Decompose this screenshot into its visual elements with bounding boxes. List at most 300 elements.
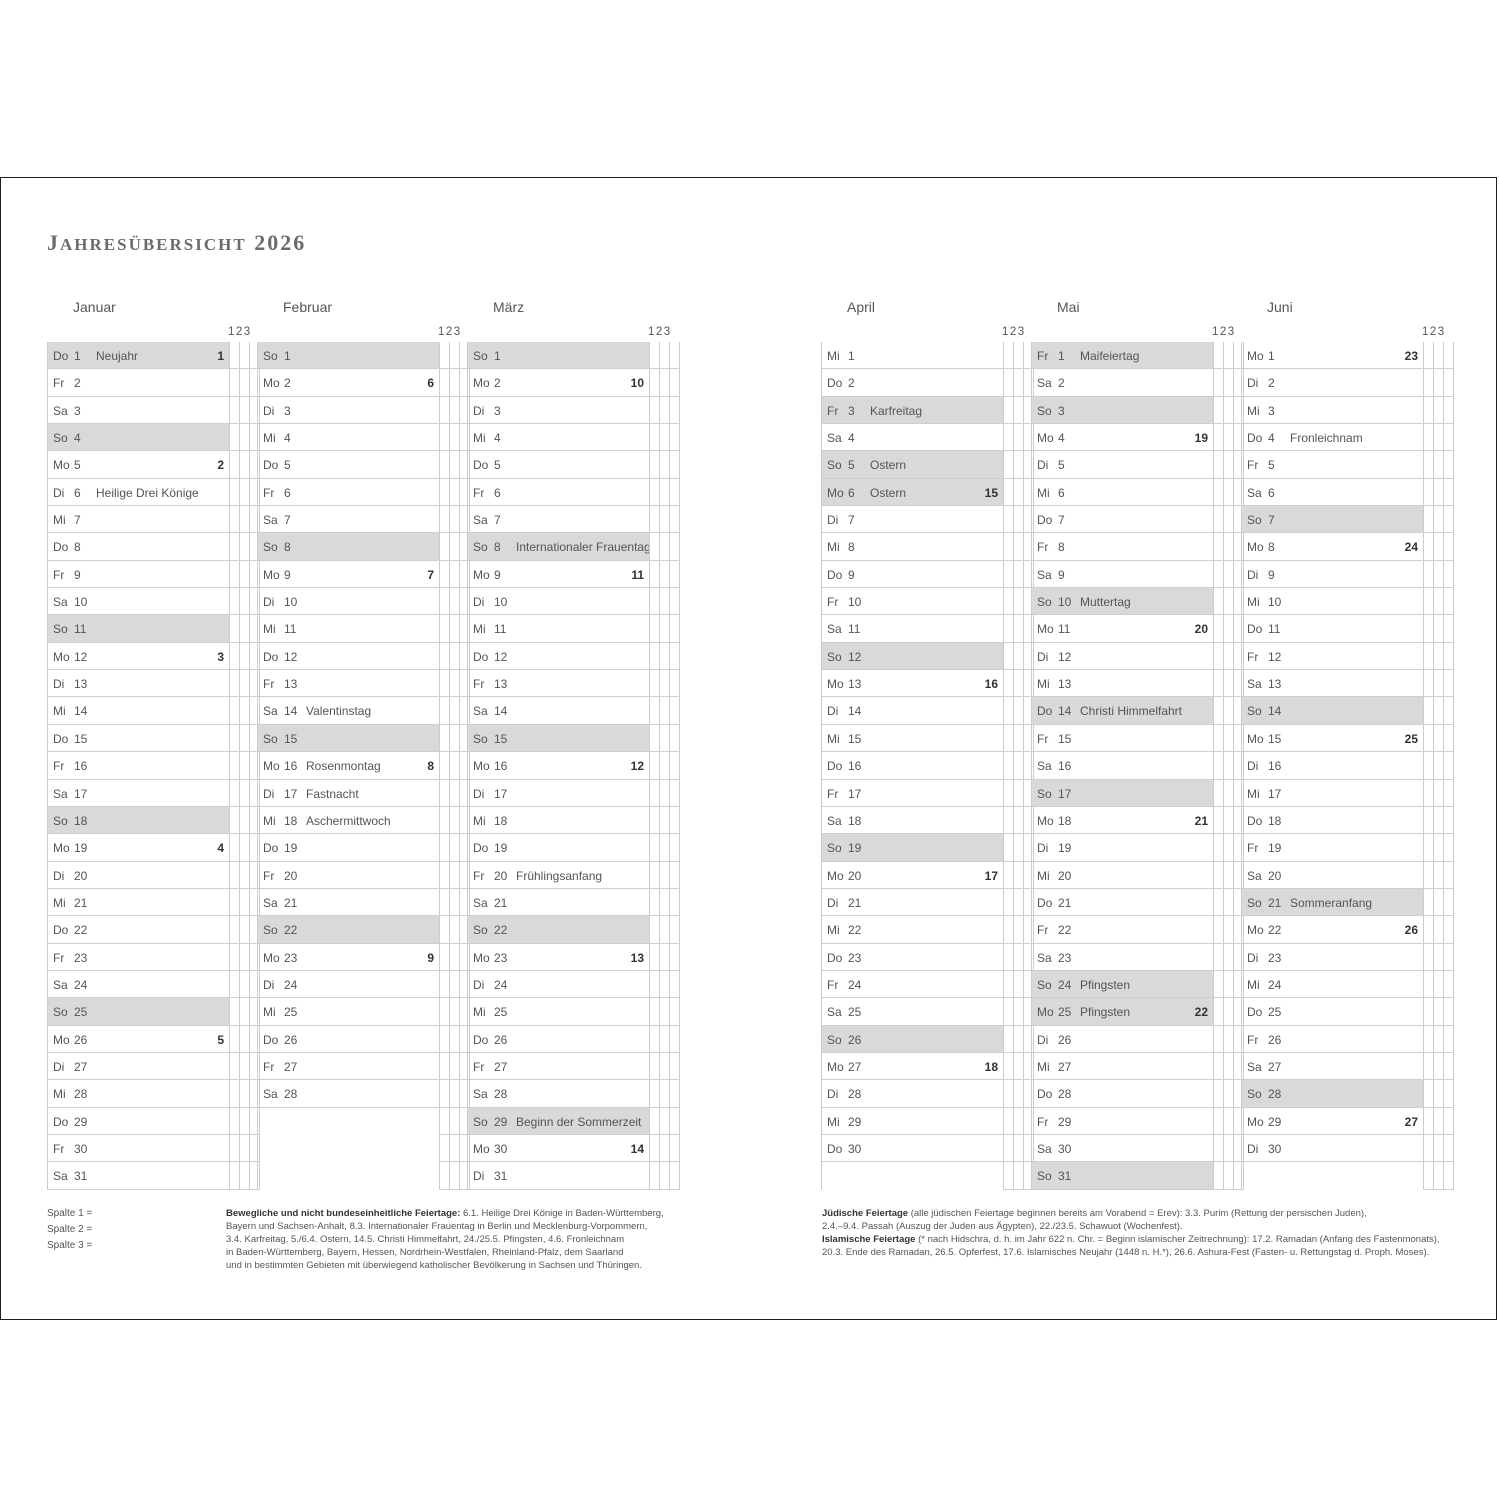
day-number: 26: [1268, 1032, 1282, 1047]
day-row: [1032, 1080, 1242, 1107]
day-cell: [1242, 615, 1423, 642]
note-column-3: [669, 561, 680, 588]
weekday: Mo: [1037, 1005, 1054, 1020]
day-number: 5: [1058, 458, 1065, 473]
month-name: März: [493, 299, 525, 315]
weekday: Di: [473, 595, 485, 610]
note-column-3: [1443, 1135, 1454, 1162]
day-cell: [1032, 697, 1213, 724]
note-column-3: [669, 998, 680, 1025]
note-column-3: [1443, 479, 1454, 506]
day-row: [1242, 369, 1452, 396]
note-column-3: [1443, 1053, 1454, 1080]
weekday: Sa: [263, 704, 278, 719]
weekday: Fr: [1037, 540, 1049, 555]
weekday: Do: [263, 649, 279, 664]
note-column-3: [1443, 971, 1454, 998]
weekday: Fr: [827, 977, 839, 992]
month-name: Februar: [283, 299, 333, 315]
day-cell: [822, 780, 1003, 807]
day-number: 6: [1058, 485, 1065, 500]
day-number: 24: [494, 977, 508, 992]
week-number: 2: [217, 458, 224, 473]
day-cell: [48, 725, 229, 752]
column-numbers: 123: [1212, 326, 1236, 338]
day-cell: [258, 1108, 439, 1134]
day-number: 9: [848, 567, 855, 582]
day-row: [822, 424, 1032, 451]
weekday: Di: [263, 786, 275, 801]
weekday: Mi: [263, 813, 276, 828]
day-row: [1032, 424, 1242, 451]
weekday: Do: [827, 950, 843, 965]
day-number: 3: [74, 403, 81, 418]
notes-left-line: in Baden-Württemberg, Bayern, Hessen, Nordrhein-Westfalen, Rheinland-Pfalz, dem Saarland: [226, 1247, 624, 1258]
weekday: Mo: [473, 950, 490, 965]
day-row: [258, 533, 468, 560]
weekday: Di: [827, 1087, 839, 1102]
day-number: 20: [494, 868, 508, 883]
weekday: Mi: [827, 1114, 840, 1129]
day-row: [48, 479, 258, 506]
weekday: Do: [827, 1141, 843, 1156]
day-cell: [468, 1026, 649, 1053]
day-number: 28: [848, 1087, 862, 1102]
day-cell: [468, 944, 649, 971]
note-column-3: [1443, 561, 1454, 588]
weekday: Do: [1037, 704, 1053, 719]
day-number: 21: [494, 895, 508, 910]
day-number: 18: [1058, 813, 1072, 828]
weekday: So: [827, 1032, 842, 1047]
day-number: 3: [1058, 403, 1065, 418]
day-row: [468, 944, 678, 971]
day-number: 9: [74, 567, 81, 582]
weekday: Sa: [263, 513, 278, 528]
day-cell: [1242, 1080, 1423, 1107]
day-row: [468, 1108, 678, 1135]
week-number: 5: [217, 1032, 224, 1047]
holiday-label: Maifeiertag: [1080, 349, 1140, 363]
weekday: Sa: [53, 977, 68, 992]
day-number: 23: [74, 950, 88, 965]
weekday: Do: [53, 731, 69, 746]
day-row: [258, 1162, 468, 1189]
day-cell: [468, 807, 649, 834]
weekday: Do: [1037, 895, 1053, 910]
legend-col-2: Spalte 2 =: [47, 1224, 93, 1235]
note-column-3: [1443, 862, 1454, 889]
weekday: Di: [1247, 759, 1259, 774]
day-number: 15: [284, 731, 298, 746]
day-number: 5: [1268, 458, 1275, 473]
weekday: Fr: [827, 595, 839, 610]
day-cell: [1242, 780, 1423, 807]
day-number: 18: [494, 813, 508, 828]
day-row: [258, 944, 468, 971]
day-row: [48, 670, 258, 697]
day-row: [48, 889, 258, 916]
day-number: 20: [284, 868, 298, 883]
day-cell: [822, 1108, 1003, 1135]
weekday: Fr: [473, 677, 485, 692]
day-row: [1032, 807, 1242, 834]
note-column-3: [1443, 998, 1454, 1025]
day-cell: [822, 397, 1003, 424]
day-row: [822, 561, 1032, 588]
day-cell: [48, 342, 229, 369]
day-row: [258, 506, 468, 533]
day-number: 3: [848, 403, 855, 418]
day-cell: [258, 1162, 439, 1188]
day-number: 19: [1058, 841, 1072, 856]
month-mai: [1031, 299, 1241, 1192]
day-number: 29: [74, 1114, 88, 1129]
day-row: [1032, 479, 1242, 506]
day-number: 22: [848, 923, 862, 938]
note-column-3: [669, 697, 680, 724]
day-number: 15: [1058, 731, 1072, 746]
weekday: Do: [1247, 431, 1263, 446]
day-number: 10: [74, 595, 88, 610]
day-row: [48, 643, 258, 670]
note-column-3: [1443, 369, 1454, 396]
weekday: Mi: [1247, 595, 1260, 610]
week-number: 23: [1404, 349, 1418, 363]
day-row: [1242, 588, 1452, 615]
day-number: 28: [74, 1087, 88, 1102]
day-number: 7: [494, 513, 501, 528]
day-cell: [822, 369, 1003, 396]
weekday: Fr: [827, 403, 839, 418]
day-row: [1242, 533, 1452, 560]
day-number: 27: [494, 1059, 508, 1074]
weekday: Sa: [263, 895, 278, 910]
day-row: [1242, 397, 1452, 424]
day-number: 7: [1268, 513, 1275, 528]
day-cell: [1032, 944, 1213, 971]
day-number: 25: [74, 1005, 88, 1020]
day-number: 17: [284, 786, 298, 801]
weekday: Mi: [53, 513, 66, 528]
day-number: 25: [494, 1005, 508, 1020]
weekday: Di: [53, 1059, 65, 1074]
weekday: Sa: [473, 513, 488, 528]
day-row: [1032, 697, 1242, 724]
weekday: Mi: [1247, 403, 1260, 418]
day-number: 24: [284, 977, 298, 992]
day-row: [468, 1162, 678, 1189]
day-row: [822, 834, 1032, 861]
day-cell: [822, 615, 1003, 642]
day-row: [468, 342, 678, 369]
day-cell: [1242, 424, 1423, 451]
day-cell: [822, 670, 1003, 697]
day-number: 11: [494, 622, 507, 637]
week-number: 11: [631, 567, 644, 582]
day-row: [468, 780, 678, 807]
weekday: Sa: [1037, 567, 1052, 582]
weekday: Di: [473, 403, 485, 418]
day-cell: [822, 506, 1003, 533]
day-number: 13: [848, 677, 862, 692]
day-number: 5: [74, 458, 81, 473]
weekday: Mi: [1037, 485, 1050, 500]
day-row: [822, 643, 1032, 670]
weekday: Mo: [263, 567, 280, 582]
day-cell: [1032, 615, 1213, 642]
year-overview-page: [0, 177, 1497, 1320]
day-row: [1032, 780, 1242, 807]
weekday: Do: [53, 923, 69, 938]
day-number: 18: [284, 813, 298, 828]
note-column-3: [1443, 834, 1454, 861]
weekday: Do: [53, 540, 69, 555]
day-number: 24: [1268, 977, 1282, 992]
day-cell: [48, 971, 229, 998]
notes-left-line: Bayern und Sachsen-Anhalt, 8.3. Internationaler Frauentag in Berlin und Mecklenburg-Vorpommern,: [226, 1221, 648, 1232]
day-row: [258, 342, 468, 369]
day-number: 10: [1058, 595, 1072, 610]
day-number: 10: [494, 595, 508, 610]
day-cell: [48, 889, 229, 916]
day-grid: [467, 342, 678, 1190]
day-cell: [48, 424, 229, 451]
day-row: [1032, 862, 1242, 889]
weekday: Di: [1037, 649, 1049, 664]
month-name: April: [847, 299, 876, 315]
day-cell: [48, 1080, 229, 1107]
day-row: [258, 1080, 468, 1107]
weekday: Fr: [1247, 841, 1259, 856]
weekday: Di: [1247, 567, 1259, 582]
day-row: [1242, 862, 1452, 889]
day-row: [1032, 1053, 1242, 1080]
notes-right-line: (alle jüdischen Feiertage beginnen bereits am Vorabend = Erev): 3.3. Purim (Rettung der persischen Juden),: [908, 1208, 1367, 1219]
day-row: [822, 533, 1032, 560]
day-row: [258, 971, 468, 998]
day-number: 4: [494, 431, 501, 446]
day-grid: [47, 342, 258, 1190]
day-row: [822, 1080, 1032, 1107]
day-cell: [48, 1162, 229, 1189]
day-number: 8: [494, 540, 501, 555]
holiday-notes-left: [226, 1207, 664, 1272]
day-row: [822, 1053, 1032, 1080]
week-number: 12: [630, 759, 644, 774]
day-cell: [48, 506, 229, 533]
week-number: 26: [1404, 923, 1418, 938]
day-cell: [1032, 1080, 1213, 1107]
day-number: 4: [848, 431, 855, 446]
day-cell: [822, 916, 1003, 943]
day-cell: [822, 725, 1003, 752]
note-column-3: [669, 725, 680, 752]
day-cell: [1032, 369, 1213, 396]
day-row: [1242, 561, 1452, 588]
day-cell: [468, 506, 649, 533]
day-cell: [1242, 533, 1423, 560]
day-row: [468, 424, 678, 451]
day-cell: [468, 397, 649, 424]
note-column-3: [1443, 588, 1454, 615]
day-cell: [48, 1026, 229, 1053]
day-row: [1242, 916, 1452, 943]
holiday-label: Internationaler Frauentag: [516, 540, 651, 555]
weekday: Fr: [827, 786, 839, 801]
day-cell: [1032, 971, 1213, 998]
weekday: Mi: [263, 431, 276, 446]
weekday: Mi: [827, 923, 840, 938]
day-row: [1032, 588, 1242, 615]
day-row: [468, 725, 678, 752]
weekday: Sa: [827, 622, 842, 637]
day-cell: [258, 342, 439, 369]
day-cell: [1242, 862, 1423, 889]
day-number: 18: [1268, 813, 1282, 828]
day-cell: [48, 1135, 229, 1162]
week-number: 27: [1404, 1114, 1418, 1129]
day-number: 30: [1268, 1141, 1282, 1156]
weekday: So: [263, 923, 278, 938]
weekday: So: [827, 458, 842, 473]
column-legend: [47, 1206, 92, 1254]
day-cell: [468, 479, 649, 506]
day-cell: [1032, 533, 1213, 560]
day-row: [48, 944, 258, 971]
weekday: Mi: [827, 349, 840, 363]
weekday: Sa: [473, 1087, 488, 1102]
day-row: [1242, 1053, 1452, 1080]
day-number: 12: [1268, 649, 1282, 664]
day-row: [468, 1026, 678, 1053]
day-row: [822, 780, 1032, 807]
day-number: 8: [284, 540, 291, 555]
day-cell: [1242, 643, 1423, 670]
weekday: Mo: [473, 1141, 490, 1156]
weekday: Mi: [53, 895, 66, 910]
week-number: 13: [630, 950, 644, 965]
column-numbers: 123: [648, 326, 672, 338]
week-number: 22: [1194, 1005, 1208, 1020]
day-row: [258, 780, 468, 807]
weekday: Di: [1037, 1032, 1049, 1047]
day-cell: [48, 752, 229, 779]
day-number: 8: [1268, 540, 1275, 555]
day-number: 20: [74, 868, 88, 883]
day-cell: [1242, 369, 1423, 396]
day-number: 4: [284, 431, 291, 446]
weekday: Mi: [1037, 677, 1050, 692]
note-column-3: [1443, 697, 1454, 724]
day-number: 6: [494, 485, 501, 500]
day-cell: [468, 643, 649, 670]
weekday: So: [53, 813, 68, 828]
day-cell: [48, 944, 229, 971]
weekday: Sa: [1247, 677, 1262, 692]
day-row: [48, 506, 258, 533]
day-number: 11: [848, 622, 861, 637]
day-number: 29: [1268, 1114, 1282, 1129]
week-number: 1: [217, 349, 224, 363]
weekday: Di: [263, 403, 275, 418]
day-cell: [822, 588, 1003, 615]
day-cell: [822, 643, 1003, 670]
day-number: 19: [284, 841, 298, 856]
day-number: 7: [848, 513, 855, 528]
day-number: 25: [848, 1005, 862, 1020]
day-row: [258, 424, 468, 451]
day-number: 14: [494, 704, 508, 719]
day-row: [822, 1162, 1032, 1189]
day-cell: [1242, 944, 1423, 971]
day-number: 20: [1058, 868, 1072, 883]
weekday: Mi: [263, 1005, 276, 1020]
day-cell: [468, 1135, 649, 1162]
weekday: Fr: [473, 1059, 485, 1074]
day-number: 7: [284, 513, 291, 528]
weekday: Mo: [53, 1032, 70, 1047]
week-number: 15: [984, 485, 998, 500]
weekday: Mo: [53, 649, 70, 664]
day-row: [48, 424, 258, 451]
month-juni: [1241, 299, 1451, 1192]
day-number: 2: [74, 376, 81, 391]
weekday: Mo: [473, 759, 490, 774]
day-row: [1242, 506, 1452, 533]
note-column-3: [1443, 944, 1454, 971]
day-row: [468, 889, 678, 916]
day-cell: [822, 889, 1003, 916]
weekday: Do: [473, 841, 489, 856]
weekday: Fr: [53, 567, 65, 582]
week-number: 18: [984, 1059, 998, 1074]
day-cell: [822, 998, 1003, 1025]
day-row: [1242, 1026, 1452, 1053]
day-number: 14: [1268, 704, 1282, 719]
weekday: Fr: [263, 485, 275, 500]
note-column-3: [1443, 643, 1454, 670]
holiday-label: Beginn der Sommerzeit: [516, 1114, 642, 1129]
day-number: 19: [848, 841, 862, 856]
note-column-3: [669, 889, 680, 916]
day-cell: [1032, 834, 1213, 861]
weekday: Fr: [263, 677, 275, 692]
note-column-3: [1443, 342, 1454, 369]
day-number: 1: [74, 349, 81, 363]
weekday: Di: [827, 513, 839, 528]
day-row: [1242, 670, 1452, 697]
week-number: 10: [630, 376, 644, 391]
day-cell: [468, 889, 649, 916]
day-cell: [258, 807, 439, 834]
day-cell: [468, 780, 649, 807]
day-number: 22: [74, 923, 88, 938]
day-row: [48, 1108, 258, 1135]
holiday-label: Neujahr: [96, 349, 139, 363]
day-number: 23: [848, 950, 862, 965]
weekday: Fr: [1037, 349, 1049, 363]
day-number: 30: [1058, 1141, 1072, 1156]
day-row: [468, 998, 678, 1025]
day-number: 10: [284, 595, 298, 610]
day-number: 30: [494, 1141, 508, 1156]
day-cell: [48, 807, 229, 834]
weekday: Mo: [827, 485, 844, 500]
day-number: 25: [1058, 1005, 1072, 1020]
note-column-3: [1443, 670, 1454, 697]
note-column-3: [669, 670, 680, 697]
